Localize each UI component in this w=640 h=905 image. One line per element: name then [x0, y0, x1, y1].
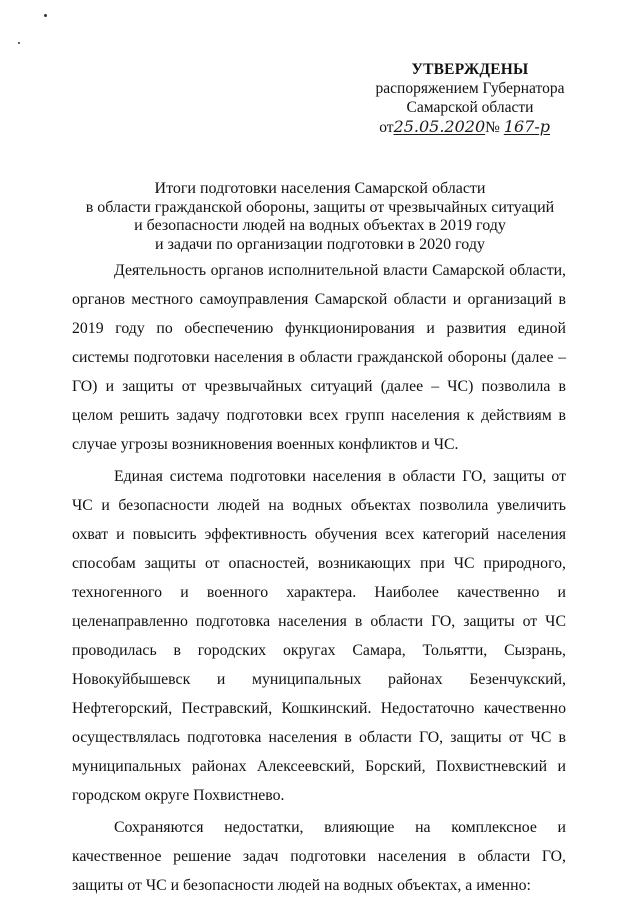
handwritten-number: 167-р	[503, 117, 550, 136]
document-body	[72, 256, 566, 900]
document-title	[60, 180, 580, 254]
title-line-3: и безопасности людей на водных объектах в 2019 году	[134, 217, 506, 235]
date-prefix: от	[379, 119, 394, 136]
title-line-4: и задачи по организации подготовки в 2020 году	[155, 235, 485, 253]
scan-speck	[18, 42, 20, 44]
title-line-1: Итоги подготовки населения Самарской области	[154, 180, 486, 197]
approval-line-1: распоряжением Губернатора	[375, 80, 565, 97]
approval-date-line	[360, 117, 580, 137]
title-line-2: в области гражданской обороны, защиты от чрезвычайных ситуаций	[85, 198, 555, 216]
paragraph-3: Сохраняются недостатки, влияющие на комплексное и качественное решение задач подготовки населения в области ГО, защиты от ЧС и безопасности людей на водных объектах, а именно:	[72, 819, 566, 894]
approval-heading: УТВЕРЖДЕНЫ	[411, 61, 529, 78]
paragraph-1: Деятельность органов исполнительной власти Самарской области, органов местного самоуправления Самарской области и организаций в 2019 году по обеспечению функционирования и развития единой системы подготовки населения в области гражданской обороны (далее – ГО) и защиты от чрезвычайных ситуаций (далее – ЧС) позволила в целом решить задачу подготовки всех групп населения к действиям в случае угрозы возникновения военных конфликтов и ЧС.	[72, 262, 566, 453]
number-prefix: №	[485, 119, 500, 136]
approval-block	[360, 60, 580, 137]
paragraph-2: Единая система подготовки населения в области ГО, защиты от ЧС и безопасности людей на водных объектах позволила увеличить охват и повысить эффективность обучения всех категорий населения способам защиты от опасностей, возникающих при ЧС природного, техногенного и военного характера. Наиболее качественно и целенаправленно подготовка населения в области ГО, защиты от ЧС проводилась в городских округах Самара, Тольятти, Сызрань, Новокуйбышевск и муниципальных районах Безенчукский, Нефтегорский, Пестравский, Кошкинский. Недостаточно качественно осуществлялась подготовка населения в области ГО, защиты от ЧС в муниципальных районах Алексеевский, Борский, Похвистневский и городском округе Похвистнево.	[72, 468, 566, 804]
scan-speck	[44, 14, 47, 17]
handwritten-date: 25.05.2020	[393, 117, 486, 136]
approval-line-2: Самарской области	[406, 99, 534, 116]
